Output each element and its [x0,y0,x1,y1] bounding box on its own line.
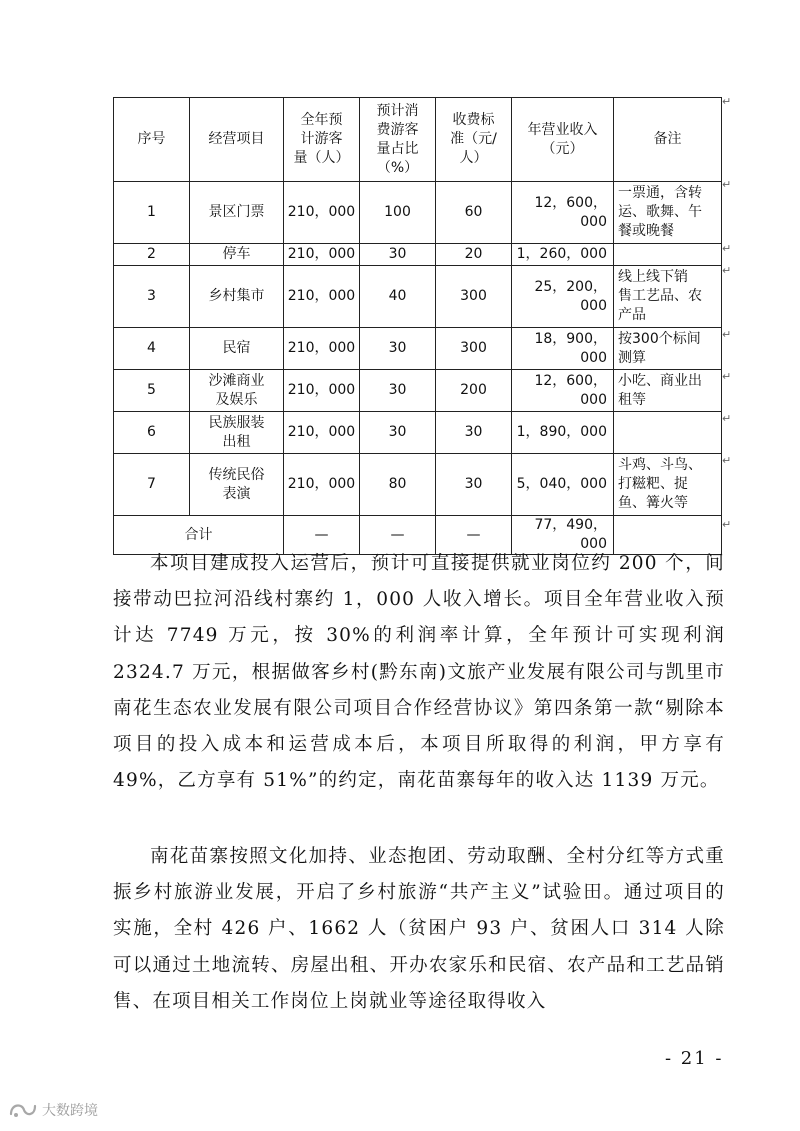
header-ratio: 预计消 费游客 量占比 （%） [360,98,436,182]
cell-note: 小吃、商业出 租等 [614,370,722,412]
row-end-marker: ↵ [722,518,732,531]
cell-visitors: 210，000 [284,412,360,454]
table-row [114,328,722,370]
cell-note: 一票通，含转 运、歌舞、午 餐或晚餐 [614,182,722,244]
table-row [114,370,722,412]
paragraph-text: 本项目建成投入运营后，预计可直接提供就业岗位约 200 个，间接带动巴拉河沿线村寨约 1，000 人收入增长。项目全年营业收入预计达 7749 万元，按 30%的利润率计算，全年预计可实现利润 2324.7 万元，根据做客乡村(黔东南)文旅产业发展有限公司与凯里市南花生态农业发展有限公司项目合作经营协议》第四条第一款“剔除本项目的投入成本和运营成本后，本项目所取得的利润，甲方享有 49%，乙方享有 51%”的约定，南花苗寨每年的收入达 1139 万元。 [113,553,725,792]
cell-index: 7 [114,454,190,516]
cell-visitors: 210，000 [284,182,360,244]
page-number: - 21 - [665,1048,724,1069]
paragraph [113,839,725,1020]
row-end-marker: ↵ [722,95,732,108]
table-row [114,412,722,454]
total-ratio: — [360,516,436,555]
cell-note: 斗鸡、斗鸟、 打糍粑、捉 鱼、篝火等 [614,454,722,516]
cell-revenue: 1，260，000 [512,244,614,266]
row-end-marker: ↵ [722,242,732,255]
cell-item: 民宿 [190,328,284,370]
cell-revenue: 5，040，000 [512,454,614,516]
cell-revenue: 1，890，000 [512,412,614,454]
cell-item: 景区门票 [190,182,284,244]
table-row [114,244,722,266]
paragraph-text: 南花苗寨按照文化加持、业态抱团、劳动取酬、全村分红等方式重振乡村旅游业发展，开启了乡村旅游“共产主义”试验田。通过项目的实施，全村 426 户、1662 人（贫困户 93 户、贫困人口 314 人除可以通过土地流转、房屋出租、开办农家乐和民宿、农产品和工艺品销售、在项目相关工作岗位上岗就业等途径取得收入 [113,846,725,1012]
watermark-text: 大数跨境 [42,1103,98,1119]
table-row [114,182,722,244]
row-end-marker: ↵ [722,370,732,383]
cell-index: 2 [114,244,190,266]
cell-ratio: 30 [360,328,436,370]
cell-item: 民族服装 出租 [190,412,284,454]
header-item: 经营项目 [190,98,284,182]
paragraph [113,546,725,799]
logo-icon [8,1100,38,1120]
cell-ratio: 100 [360,182,436,244]
cell-revenue: 18，900，000 [512,328,614,370]
total-label: 合计 [114,516,284,555]
header-index: 序号 [114,98,190,182]
table-row [114,266,722,328]
total-revenue: 77，490，000 [512,516,614,555]
header-revenue: 年营业收入 （元） [512,98,614,182]
watermark [8,1097,118,1123]
cell-note [614,244,722,266]
row-end-marker: ↵ [722,412,732,425]
row-end-marker: ↵ [722,264,732,277]
cell-price: 30 [436,454,512,516]
cell-index: 1 [114,182,190,244]
cell-item: 传统民俗 表演 [190,454,284,516]
cell-item: 乡村集市 [190,266,284,328]
cell-ratio: 80 [360,454,436,516]
cell-visitors: 210，000 [284,370,360,412]
cell-revenue: 25，200，000 [512,266,614,328]
cell-ratio: 30 [360,370,436,412]
cell-index: 6 [114,412,190,454]
table-header-row [114,98,722,182]
cell-price: 300 [436,266,512,328]
cell-index: 5 [114,370,190,412]
cell-ratio: 30 [360,244,436,266]
header-note: 备注 [614,98,722,182]
total-price: — [436,516,512,555]
cell-revenue: 12，600，000 [512,182,614,244]
cell-price: 200 [436,370,512,412]
cell-price: 60 [436,182,512,244]
cell-revenue: 12，600，000 [512,370,614,412]
cell-index: 4 [114,328,190,370]
cell-note: 线上线下销 售工艺品、农 产品 [614,266,722,328]
cell-item: 停车 [190,244,284,266]
header-visitors: 全年预 计游客 量（人） [284,98,360,182]
cell-item: 沙滩商业 及娱乐 [190,370,284,412]
cell-price: 20 [436,244,512,266]
cell-price: 300 [436,328,512,370]
table-row [114,454,722,516]
cell-ratio: 30 [360,412,436,454]
cell-visitors: 210，000 [284,454,360,516]
cell-note: 按300个标间 测算 [614,328,722,370]
cell-note [614,412,722,454]
revenue-table [113,97,722,555]
cell-index: 3 [114,266,190,328]
row-end-marker: ↵ [722,454,732,467]
cell-visitors: 210，000 [284,266,360,328]
cell-visitors: 210，000 [284,328,360,370]
cell-ratio: 40 [360,266,436,328]
row-end-marker: ↵ [722,328,732,341]
cell-price: 30 [436,412,512,454]
cell-visitors: 210，000 [284,244,360,266]
header-price: 收费标 准（元/ 人） [436,98,512,182]
row-end-marker: ↵ [722,178,732,191]
total-visitors: — [284,516,360,555]
